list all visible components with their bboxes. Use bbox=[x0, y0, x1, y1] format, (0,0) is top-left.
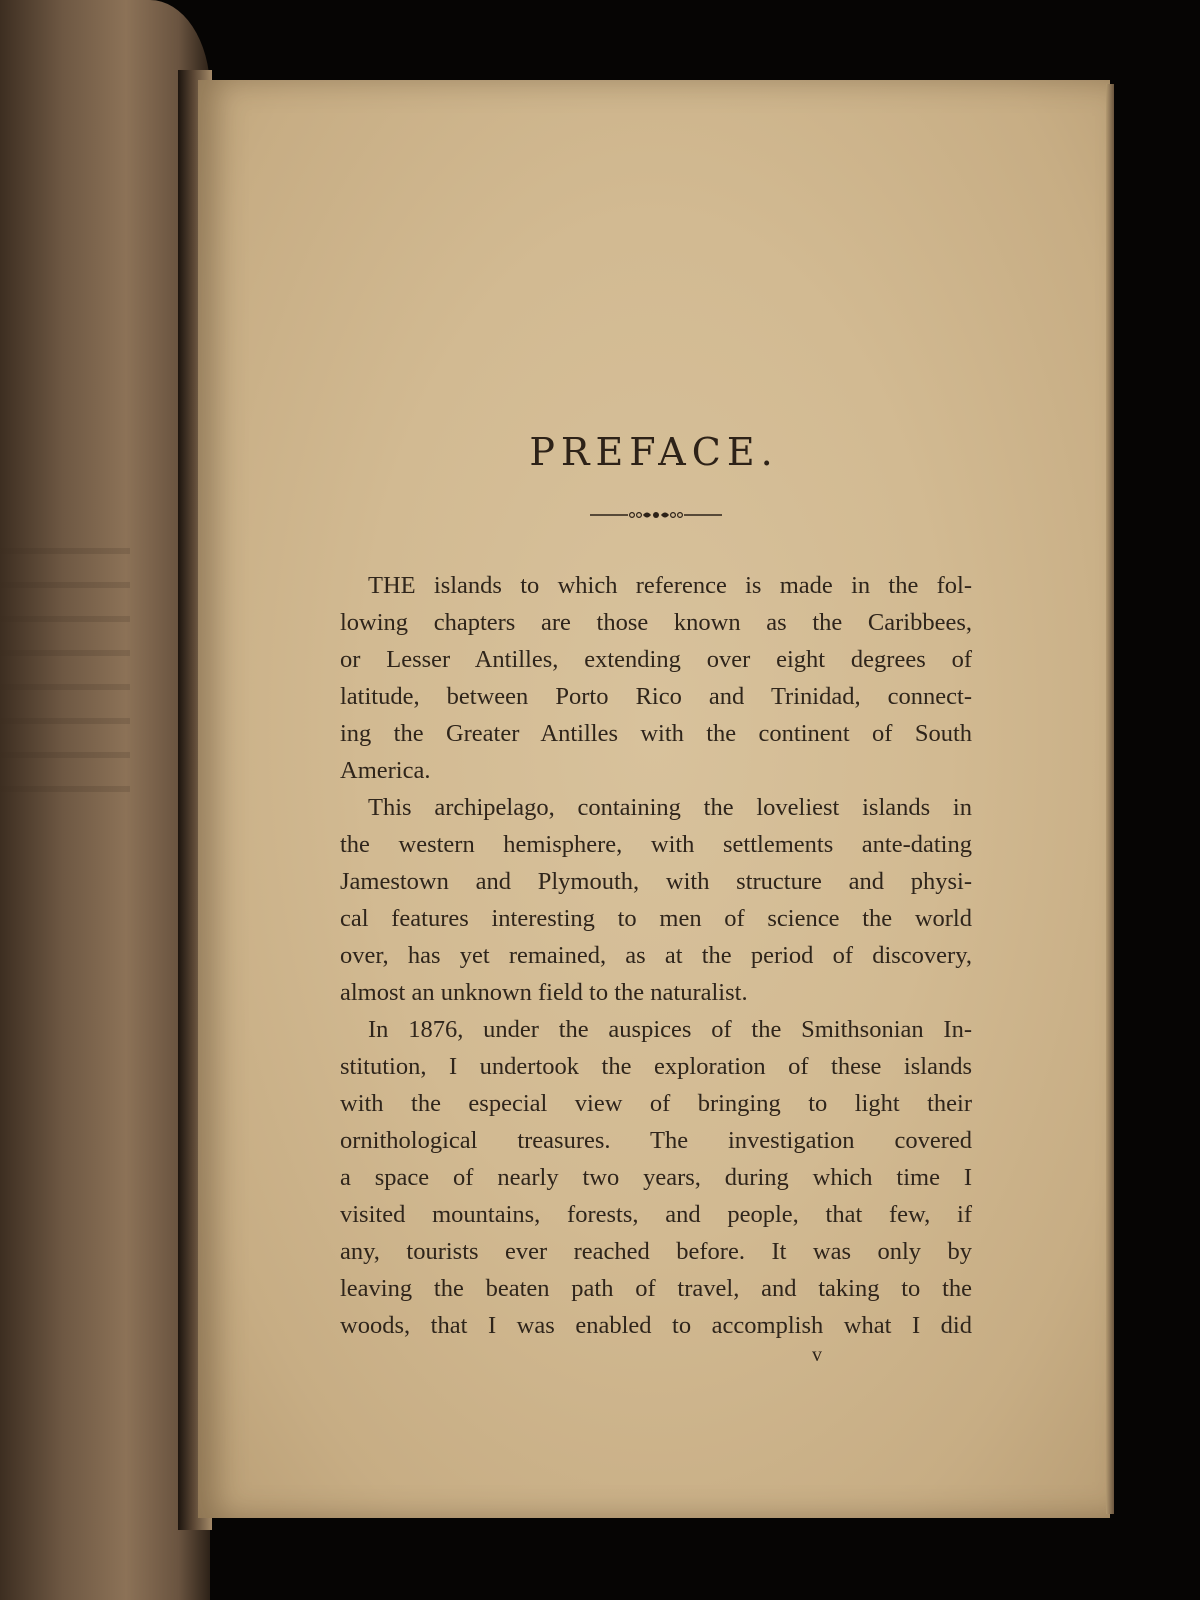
page-edge bbox=[1106, 84, 1114, 1514]
preface-body bbox=[340, 567, 972, 1344]
text-line: latitude, between Porto Rico and Trinidad, connect- bbox=[340, 683, 972, 710]
text-line: leaving the beaten path of travel, and taking to the bbox=[340, 1275, 972, 1302]
text-line: almost an unknown field to the naturalist. bbox=[340, 979, 748, 1006]
paragraph-3 bbox=[340, 1011, 972, 1344]
text-line: Jamestown and Plymouth, with structure and physi- bbox=[340, 868, 972, 895]
paragraph-2 bbox=[340, 789, 972, 1011]
text-line: a space of nearly two years, during which time I bbox=[340, 1164, 972, 1191]
facing-page-text-bleed bbox=[0, 520, 130, 820]
paragraph-1 bbox=[340, 567, 972, 789]
page-number: v bbox=[812, 1344, 822, 1366]
text-line: woods, that I was enabled to accomplish what I did bbox=[340, 1312, 972, 1339]
text-line: lowing chapters are those known as the Caribbees, bbox=[340, 609, 972, 636]
text-line: visited mountains, forests, and people, that few, if bbox=[340, 1201, 972, 1228]
text-line: In 1876, under the auspices of the Smithsonian In- bbox=[368, 1016, 972, 1043]
text-line: any, tourists ever reached before. It was only by bbox=[340, 1238, 972, 1265]
text-line: over, has yet remained, as at the period of discovery, bbox=[340, 942, 972, 969]
text-line: This archipelago, containing the loveliest islands in bbox=[368, 794, 972, 821]
preface-page bbox=[198, 80, 1110, 1518]
text-line: or Lesser Antilles, extending over eight degrees of bbox=[340, 646, 972, 673]
text-line: THE islands to which reference is made in the fol- bbox=[368, 572, 972, 599]
text-line: the western hemisphere, with settlements ante-dating bbox=[340, 831, 972, 858]
text-line: stitution, I undertook the exploration of these islands bbox=[340, 1053, 972, 1080]
text-line: ing the Greater Antilles with the continent of South bbox=[340, 720, 972, 747]
text-line: America. bbox=[340, 757, 431, 784]
text-line: ornithological treasures. The investigation covered bbox=[340, 1127, 972, 1154]
text-line: cal features interesting to men of science the world bbox=[340, 905, 972, 932]
divider-ornament-icon bbox=[590, 508, 722, 522]
page-title: PREFACE. bbox=[529, 430, 779, 474]
text-line: with the especial view of bringing to light their bbox=[340, 1090, 972, 1117]
